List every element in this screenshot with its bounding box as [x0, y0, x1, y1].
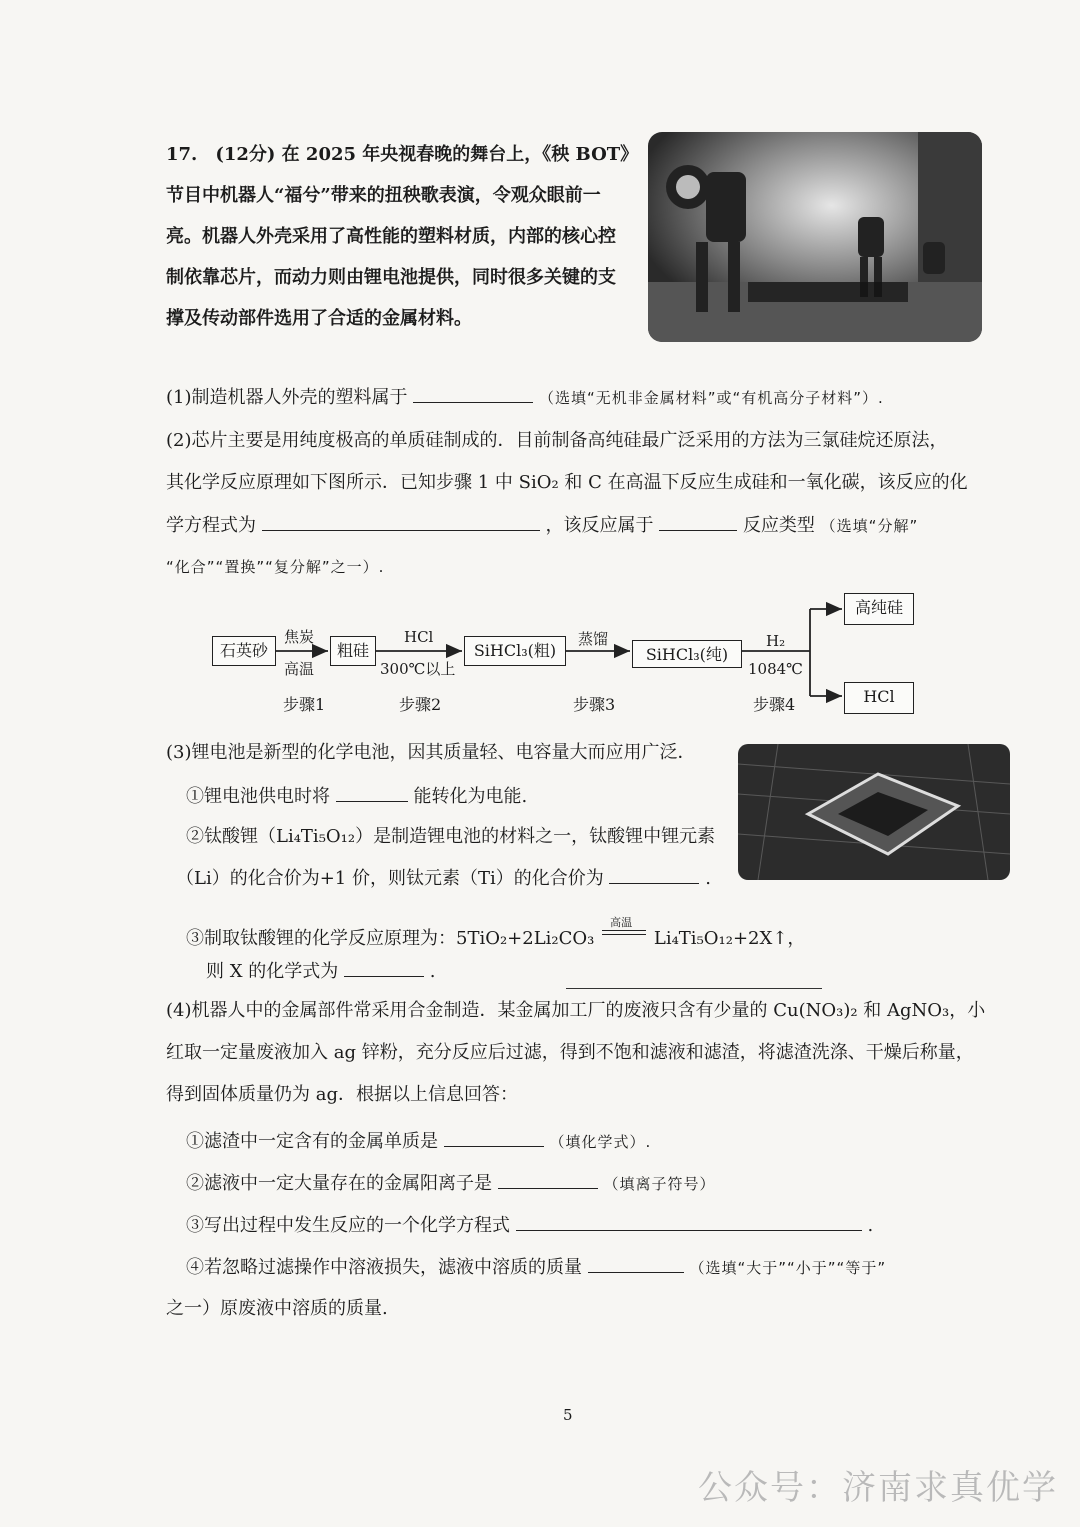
- q3-sub3-condition-arrow: [600, 918, 648, 944]
- q4-line-1: (4)机器人中的金属部件常采用合金制造．某金属加工厂的废液只含有少量的 Cu(NO₃)₂ 和 AgNO₃，小: [166, 1000, 986, 1021]
- step2-label: 步骤2: [399, 695, 442, 714]
- box-crude-silicon: 粗硅: [330, 636, 376, 666]
- intro-line-5: 撑及传动部件选用了合适的金属材料。: [166, 308, 472, 329]
- page-number: 5: [563, 1406, 573, 1424]
- q2-line3-suffix: 反应类型: [742, 515, 815, 536]
- robot-stage-photo: [648, 132, 982, 342]
- silicon-process-diagram: [0, 0, 1080, 730]
- q3-sub1-suffix: 能转化为电能.: [413, 786, 528, 807]
- q3-formula-x-blank[interactable]: [344, 958, 424, 977]
- q4-sub2-hint: （填离子符号）: [603, 1175, 716, 1193]
- intro-line-3: 亮。机器人外壳采用了高性能的塑料材质，内部的核心控: [166, 226, 616, 247]
- q3-sub3-condition: 高温: [610, 916, 633, 929]
- chip-photo: [738, 744, 1010, 880]
- q3-valence-blank[interactable]: [609, 865, 699, 884]
- step3-label: 步骤3: [573, 695, 616, 714]
- q4-sub4: [186, 1254, 886, 1281]
- q4-cation-blank[interactable]: [498, 1170, 598, 1189]
- q2-line3-prefix: 学方程式为: [166, 515, 256, 536]
- q3-sub3: [186, 918, 805, 952]
- q4-sub4-line2: 之一）原废液中溶质的质量.: [166, 1298, 388, 1319]
- q1-prefix: (1)制造机器人外壳的塑料属于: [166, 387, 408, 408]
- q4-equation-blank[interactable]: [516, 1212, 862, 1231]
- step4-label: 步骤4: [753, 695, 796, 714]
- q3-line-1: (3)锂电池是新型的化学电池，因其质量轻、电容量大而应用广泛．: [166, 742, 696, 763]
- q3-sub3-line2-suffix: .: [429, 961, 436, 982]
- q4-sub2-prefix: ②滤液中一定大量存在的金属阳离子是: [186, 1173, 492, 1194]
- watermark: 公众号：济南求真优学: [698, 1468, 1058, 1508]
- q4-residue-metal-blank[interactable]: [444, 1128, 544, 1147]
- q4-line-3: 得到固体质量仍为 ag．根据以上信息回答：: [166, 1084, 518, 1105]
- box-hcl: HCl: [844, 682, 914, 714]
- q3-sub3-line2: [206, 958, 435, 985]
- box-sihcl3-crude: SiHCl₃(粗): [464, 636, 566, 666]
- q2-line3-mid: ，该反应属于: [545, 515, 654, 536]
- q3-sub3-suffix: Li₄Ti₅O₁₂+2X↑，: [653, 928, 806, 949]
- q3-sub2-line2: [176, 865, 711, 892]
- q2-line-1: (2)芯片主要是用纯度极高的单质硅制成的．目前制备高纯硅最广泛采用的方法为三氯硅烷还原法，: [166, 430, 948, 451]
- q4-sub3-prefix: ③写出过程中发生反应的一个化学方程式: [186, 1215, 510, 1236]
- step4-condition: 1084℃: [748, 660, 803, 678]
- q4-sub4-hint: （选填“大于”“小于”“等于”: [689, 1259, 887, 1277]
- step2-reagent: HCl: [404, 628, 434, 646]
- q3-sub3-line2-prefix: 则 X 的化学式为: [206, 961, 339, 982]
- q1-line: [166, 384, 884, 411]
- q4-sub1-hint: （填化学式）.: [549, 1133, 652, 1151]
- q2-line-2: 其化学反应原理如下图所示．已知步骤 1 中 SiO₂ 和 C 在高温下反应生成硅和一氧化碳，该反应的化: [166, 472, 968, 493]
- q4-sub4-prefix: ④若忽略过滤操作中溶液损失，滤液中溶质的质量: [186, 1257, 582, 1278]
- step2-condition: 300℃以上: [380, 660, 456, 678]
- q2-equation-blank[interactable]: [262, 512, 540, 531]
- box-sihcl3-pure: SiHCl₃(纯): [632, 640, 742, 668]
- q2-line-4: “化合”“置换”“复分解”之一）.: [166, 558, 385, 576]
- step1-condition: 高温: [284, 660, 315, 678]
- q4-line-2: 红取一定量废液加入 ag 锌粉，充分反应后过滤，得到不饱和滤液和滤渣，将滤渣洗涤、干燥后称量，: [166, 1042, 974, 1063]
- q3-sub2-line1: ②钛酸锂（Li₄Ti₅O₁₂）是制造锂电池的材料之一，钛酸锂中锂元素: [186, 826, 716, 847]
- q4-sub1-prefix: ①滤渣中一定含有的金属单质是: [186, 1131, 438, 1152]
- q3-sub3-prefix: ③制取钛酸锂的化学反应原理为：5TiO₂+2Li₂CO₃: [186, 928, 595, 949]
- intro-line-1: 17. (12分) 在 2025 年央视春晚的舞台上，《秧 BOT》: [166, 144, 639, 165]
- q2-line3-hint: （选填“分解”: [820, 517, 919, 535]
- step4-reagent: H₂: [766, 632, 786, 650]
- pen-mark: [566, 988, 822, 989]
- equals-sign: [602, 930, 646, 935]
- q3-sub1: [186, 783, 527, 810]
- q3-sub1-prefix: ①锂电池供电时将: [186, 786, 330, 807]
- flow-arrows: [0, 0, 1080, 730]
- q3-sub2-line2-suffix: .: [705, 868, 711, 889]
- step3-operation: 蒸馏: [578, 630, 609, 648]
- q3-energy-blank[interactable]: [336, 783, 408, 802]
- q1-hint: （选填“无机非金属材料”或“有机高分子材料”）.: [538, 389, 884, 407]
- q2-reaction-type-blank[interactable]: [659, 512, 737, 531]
- q4-sub1: [186, 1128, 651, 1155]
- q4-sub2: [186, 1170, 715, 1197]
- q4-mass-compare-blank[interactable]: [588, 1254, 684, 1273]
- step1-reagent: 焦炭: [284, 628, 315, 646]
- q4-sub3-suffix: .: [867, 1215, 874, 1236]
- intro-line-4: 制依靠芯片，而动力则由锂电池提供，同时很多关键的支: [166, 267, 616, 288]
- q3-sub2-line2-prefix: （Li）的化合价为+1 价，则钛元素（Ti）的化合价为: [176, 868, 604, 889]
- intro-line-2: 节目中机器人“福兮”带来的扭秧歌表演，令观众眼前一: [166, 185, 601, 206]
- q2-line-3: [166, 512, 918, 539]
- box-quartz-sand: 石英砂: [212, 636, 276, 666]
- step1-label: 步骤1: [283, 695, 326, 714]
- q1-answer-blank[interactable]: [413, 384, 533, 403]
- q4-sub3: [186, 1212, 873, 1239]
- box-pure-silicon: 高纯硅: [844, 593, 914, 625]
